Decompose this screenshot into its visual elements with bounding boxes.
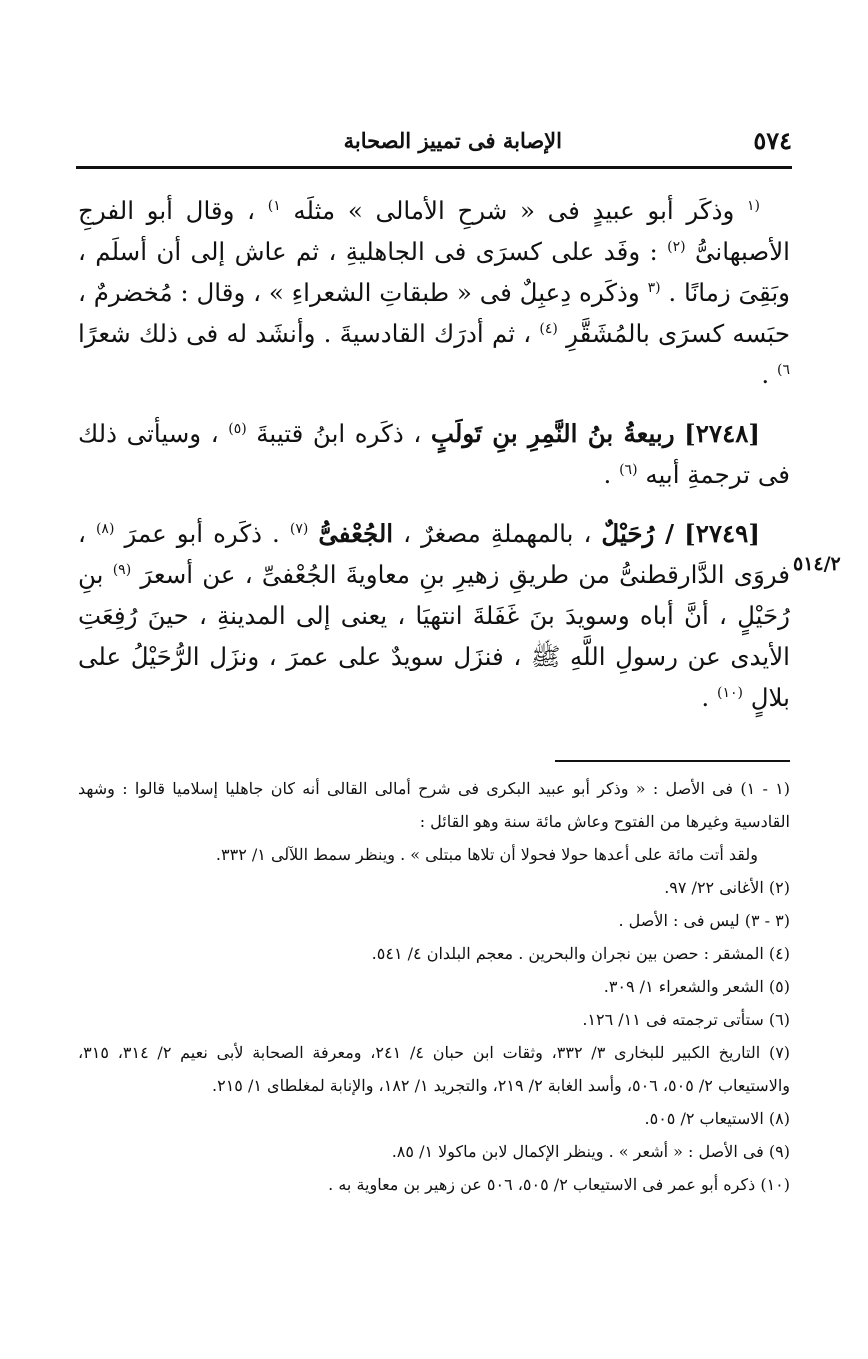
text-run: : وفَد على كسرَى فى الجاهليةِ ، ثم عاش إلى أن أسلَم ، وبَقِىَ زمانًا . xyxy=(78,237,791,307)
paragraph-abu-ubaid xyxy=(78,190,790,395)
text-run: ، فروَى الدَّارقطنىُّ من طريقِ زهيرِ بنِ معاويةَ الجُعْفىِّ ، عن أسعرَ xyxy=(78,519,791,589)
text-run: وذكَر أبو عبيدٍ فى « شرحِ الأمالى » مثلَه xyxy=(293,196,735,225)
text-run: . ذكَره أبو عمرَ xyxy=(124,519,280,548)
text-run: . xyxy=(701,683,710,712)
header-rule xyxy=(76,166,792,169)
note-marker: (١ xyxy=(747,197,760,214)
text-run: بنِ رُحَيْلٍ ، أنَّ أباه وسويدَ بنَ غَفَلةَ انتهيَا ، يعنى إلى المدينةِ ، حينَ رُفِعَتِ الأيدى عن رسولِ اللَّهِ ﷺ ، فنزَل سويدٌ على عمرَ ، ونزَل الرُّحَيْلُ على بلالٍ xyxy=(78,560,790,712)
entry-number: [٢٧٤٩] xyxy=(684,519,760,548)
text-run: ، وقال أبو الفرجِ الأصبهانىُّ xyxy=(78,196,790,266)
entry-2749 xyxy=(78,513,790,718)
text-run: ، وسيأتى ذلك فى ترجمةِ أبيه xyxy=(78,419,790,489)
footnote-2: (٢) الأغانى ٢٢/ ٩٧. xyxy=(664,878,790,897)
entry-name: / رُحَيْلٌ xyxy=(601,519,675,548)
text-run: وذكَره دِعبِلٌ فى « طبقاتِ الشعراءِ » ، وقال : مُخضرمٌ ، حبَسه كسرَى بالمُشَقَّرِ xyxy=(78,278,790,348)
footnote-8: (٨) الاستيعاب ٢/ ٥٠٥. xyxy=(644,1109,790,1128)
footnote-10: (١٠) ذكره أبو عمر فى الاستيعاب ٢/ ٥٠٥، ٥٠٦ عن زهير بن معاوية به . xyxy=(328,1175,790,1194)
note-marker: (٦) xyxy=(619,461,638,478)
main-text xyxy=(78,190,790,728)
footnote-6: (٦) ستأتى ترجمته فى ١١/ ١٢٦. xyxy=(582,1010,790,1029)
note-marker: ٦) xyxy=(777,361,790,378)
note-marker: (٣ xyxy=(647,279,661,296)
note-marker: (٩) xyxy=(112,561,132,578)
text-run: ، ذكَره ابنُ قتيبةَ xyxy=(256,419,422,448)
entry-number: [٢٧٤٨] xyxy=(684,419,760,448)
note-marker: (٤) xyxy=(539,320,558,337)
entry-nisba: الجُعْفىُّ xyxy=(318,519,394,548)
note-marker: (٨) xyxy=(95,520,115,537)
entry-name: ربيعةُ بنُ النَّمِرِ بنِ تَولَبٍ xyxy=(430,419,675,448)
text-run: ، بالمهملةِ مصغرٌ ، xyxy=(403,519,592,548)
footnote-1-verse: ولقد أتت مائة على أعدها حولا فحولا أن تلاها مبتلى » . وينظر سمط اللآلى ١/ ٣٣٢. xyxy=(215,845,758,864)
note-marker: (٥) xyxy=(228,420,247,437)
note-marker: (٢) xyxy=(667,238,686,255)
text-run: ، ثم أدرَك القادسيةَ . وأنشَد له فى ذلك شعرًا xyxy=(78,319,532,348)
note-marker: (٧) xyxy=(289,520,309,537)
footnote-3: (٣ - ٣) ليس فى : الأصل . xyxy=(618,911,790,930)
entry-2748 xyxy=(78,413,790,495)
page-header xyxy=(76,122,792,162)
footnote-5: (٥) الشعر والشعراء ١/ ٣٠٩. xyxy=(603,977,790,996)
footnote-rule xyxy=(555,760,790,762)
footnotes xyxy=(78,772,790,1201)
margin-reference: ٥١٤/٢ xyxy=(793,553,841,575)
footnote-7: (٧) التاريخ الكبير للبخارى ٣/ ٣٣٢، وثقات ابن حبان ٤/ ٢٤١، ومعرفة الصحابة لأبى نعيم ٢/ ٣١٤، ٣١٥، والاستيعاب ٢/ ٥٠٥، ٥٠٦، وأسد الغابة ٢/ ٢١٩، والتجريد ١/ ١٨٢، والإنابة لمغلطاى ١/ ٢١٥. xyxy=(78,1043,791,1095)
running-title: الإصابة فى تمييز الصحابة xyxy=(343,128,562,153)
text-run: . xyxy=(603,460,612,489)
footnote-9: (٩) فى الأصل : « أشعر » . وينظر الإكمال لابن ماكولا ١/ ٨٥. xyxy=(391,1142,790,1161)
footnote-4: (٤) المشقر : حصن بين نجران والبحرين . معجم البلدان ٤/ ٥٤١. xyxy=(371,944,790,963)
text-run: . xyxy=(761,360,770,389)
page-number: ٥٧٤ xyxy=(753,126,792,155)
note-marker: (١٠) xyxy=(716,684,743,701)
note-marker: ١) xyxy=(267,197,281,214)
footnote-1: (١ - ١) فى الأصل : « وذكر أبو عبيد البكرى فى شرح أمالى القالى أنه كان جاهليا إسلاميا قالوا : وشهد القادسية وغيرها من الفتوح وعاش مائة سنة وهو القائل : xyxy=(78,779,791,831)
